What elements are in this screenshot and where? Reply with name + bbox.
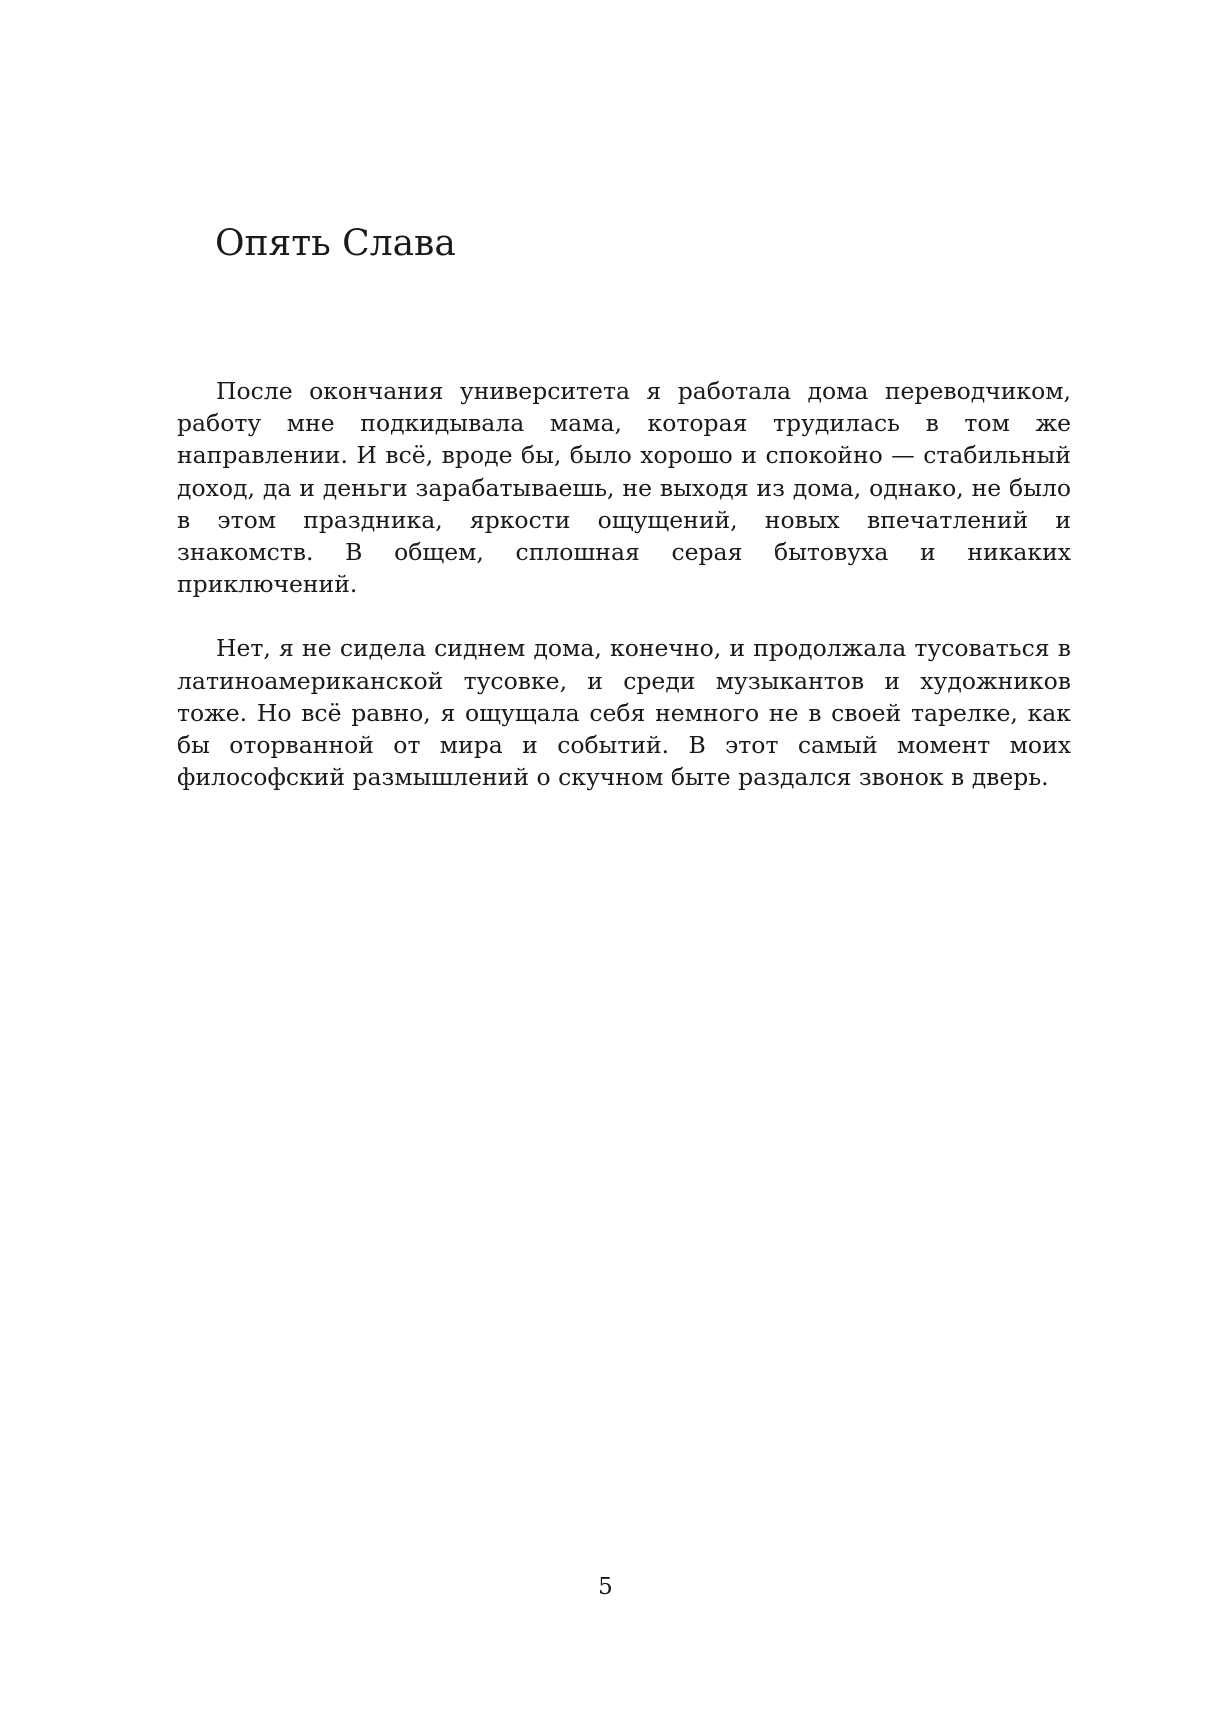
chapter-title: Опять Слава <box>215 223 456 264</box>
paragraph-1: После окончания университета я работала дома переводчиком, работу мне подкидывала мама, которая трудилась в том же направлении. И всё, вроде бы, было хорошо и спокойно — стабильный доход, да и деньги зарабатываешь, не выходя из дома, однако, не было в этом праздника, яркости ощущений, новых впечатлений и знакомств. В общем, сплошная серая бытовуха и никаких приключений. <box>177 377 1071 599</box>
paragraph-2: Нет, я не сидела сиднем дома, конечно, и продолжала тусоваться в латиноамериканской тусовке, и среди музыкантов и художников тоже. Но всё равно, я ощущала себя немного не в своей тарелке, как бы оторванной от мира и событий. В этот самый момент моих философский размышлений о скучном быте раздался звонок в дверь. <box>177 634 1071 792</box>
body-text <box>177 375 1071 793</box>
page-number: 5 <box>598 1574 613 1600</box>
